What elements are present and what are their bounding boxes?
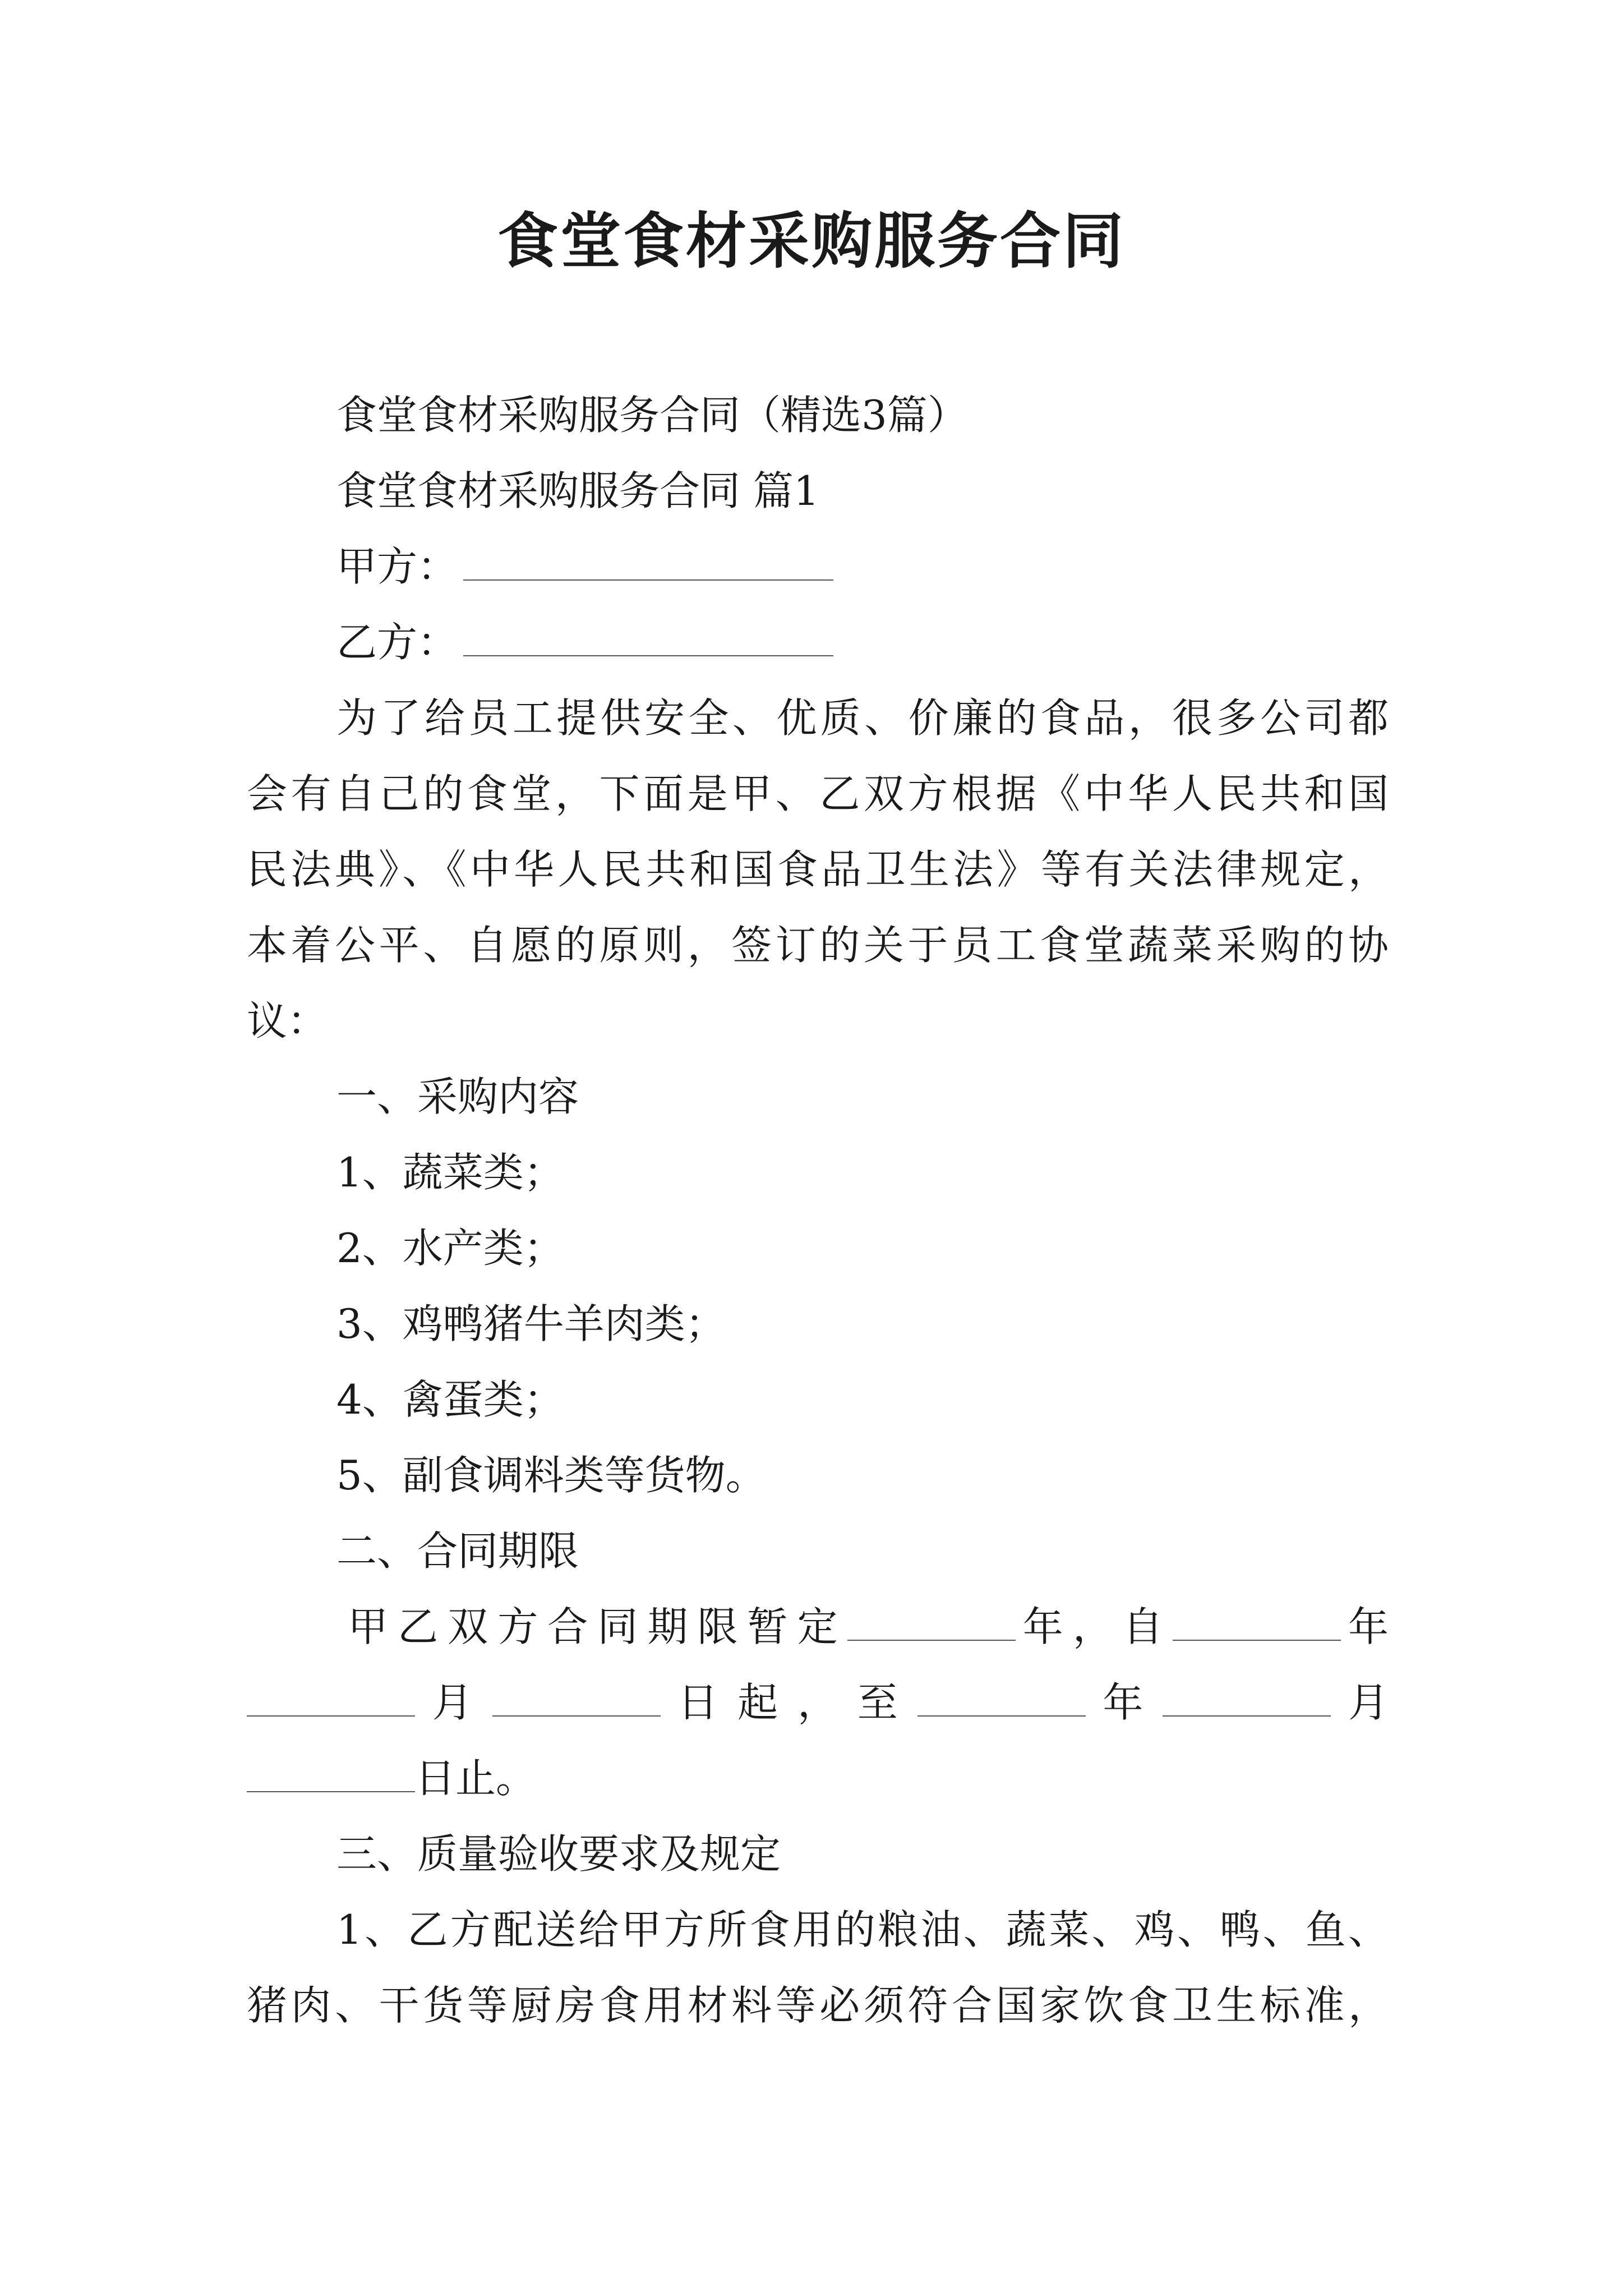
list-item: 1、蔬菜类；	[336, 1149, 564, 1196]
contract-term-line	[348, 1599, 1391, 1655]
intro-paragraph-line: 本着公平、自愿的原则，签订的关于员工食堂蔬菜采购的协	[247, 922, 1391, 969]
party-a-line	[336, 539, 1391, 595]
contract-term-line	[247, 1750, 1391, 1806]
part-heading: 食堂食材采购服务合同 篇1	[336, 467, 819, 514]
start-year-blank	[847, 1603, 1016, 1641]
intro-paragraph-line: 会有自己的食堂，下面是甲、乙双方根据《中华人民共和国	[247, 770, 1391, 817]
end-day-blank	[247, 1755, 415, 1792]
party-b-line	[336, 614, 1391, 670]
start-month-blank	[247, 1679, 415, 1717]
term-text: 月	[415, 1679, 492, 1726]
term-text: 甲乙双方合同期限暂定	[348, 1603, 847, 1650]
party-a-label: 甲方：	[336, 543, 458, 590]
document-title: 食堂食材采购服务合同	[497, 206, 1126, 277]
term-text: 年	[1015, 1603, 1073, 1650]
contract-term-line	[247, 1674, 1391, 1731]
term-text: 年	[1340, 1603, 1391, 1650]
section-heading: 三、质量验收要求及规定	[336, 1830, 781, 1878]
term-text: ，自	[1072, 1603, 1173, 1650]
section-heading: 一、采购内容	[336, 1073, 579, 1120]
quality-paragraph-line: 1、乙方配送给甲方所食用的粮油、蔬菜、鸡、鸭、鱼、	[336, 1906, 1391, 1953]
list-item: 2、水产类；	[336, 1225, 564, 1272]
term-text: 日止。	[415, 1755, 537, 1802]
term-text: 日起，	[660, 1679, 857, 1726]
party-a-blank	[463, 543, 833, 581]
list-item: 4、禽蛋类；	[336, 1376, 564, 1423]
intro-paragraph-line: 议：	[247, 997, 328, 1045]
party-b-label: 乙方：	[336, 619, 458, 666]
start-day-blank	[492, 1679, 661, 1717]
term-text: 年	[1085, 1679, 1163, 1726]
intro-paragraph-line: 民法典》、《中华人民共和国食品卫生法》等有关法律规定，	[247, 846, 1391, 893]
quality-paragraph-line: 猪肉、干货等厨房食用材料等必须符合国家饮食卫生标准，	[247, 1982, 1391, 2029]
list-item: 3、鸡鸭猪牛羊肉类；	[336, 1300, 726, 1347]
intro-paragraph-line: 为了给员工提供安全、优质、价廉的食品，很多公司都	[336, 694, 1391, 742]
start-year-blank	[1173, 1603, 1341, 1641]
end-month-blank	[1163, 1679, 1331, 1717]
end-year-blank	[917, 1679, 1086, 1717]
term-text: 月	[1331, 1679, 1391, 1726]
section-heading: 二、合同期限	[336, 1527, 579, 1575]
document-subtitle: 食堂食材采购服务合同（精选3篇）	[336, 392, 968, 439]
term-text: 至	[857, 1679, 917, 1726]
list-item: 5、副食调料类等货物。	[336, 1452, 766, 1499]
party-b-blank	[463, 619, 833, 656]
